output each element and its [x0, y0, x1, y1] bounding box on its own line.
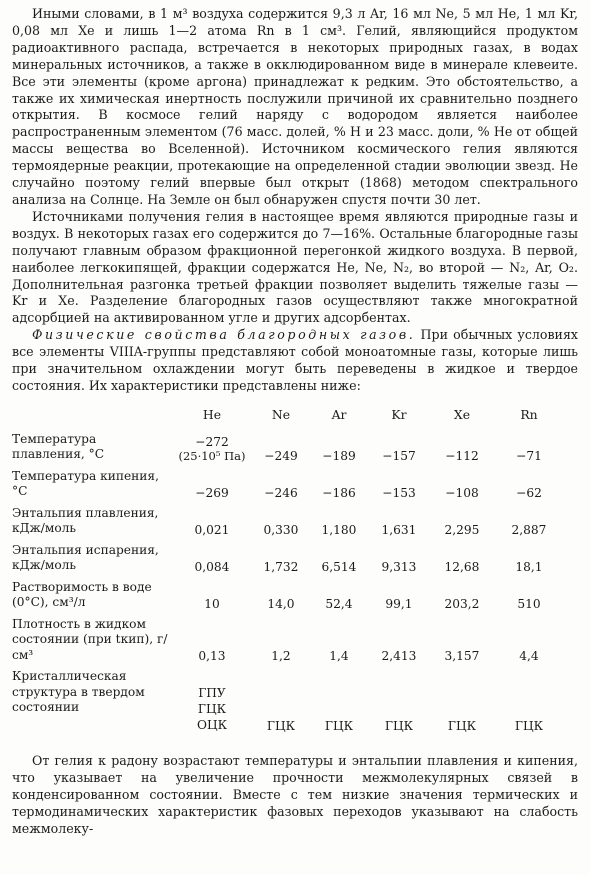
table-cell-value: −272 — [195, 434, 229, 449]
table-cell: −269 — [195, 485, 229, 500]
table-cell: 9,313 — [381, 559, 417, 574]
table-cell: 203,2 — [444, 596, 480, 611]
row-label: Кристаллическая структура в твердом состоянии — [12, 669, 145, 715]
table-cell: 14,0 — [267, 596, 295, 611]
table-cell-value: ГПУ — [198, 686, 226, 701]
table-row — [12, 669, 564, 739]
table-cell: 2,887 — [511, 522, 547, 537]
table-cell: ГЦК — [384, 719, 414, 734]
table-cell: 0,021 — [194, 522, 230, 537]
table-cell: −189 — [322, 448, 356, 463]
table-cell — [172, 669, 252, 739]
table-cell: 1,2 — [271, 649, 291, 664]
paragraph-sources: Источниками получения гелия в настоящее время являются природные газы и воздух. В некоторых газах его содержится до 7—16%. Остальные благородные газы получают главным образом фракционной перегонкой жидкого воздуха. В первой, наиболее легкокипящей, фракции содержатся He, Ne, N₂, во второй — N₂, Ar, O₂. Дополнительная разгонка третьей фракции позволяет выделить тяжелые газы — Kr и Xe. Разделение благородных газов осуществляют также многократной адсорбцией на активированном угле и других адсорбентах. — [12, 208, 578, 326]
table-cell: 2,413 — [381, 649, 417, 664]
paragraph-conclusion: От гелия к радону возрастают температуры и энтальпии плавления и кипения, что указывает на увеличение прочности межмолекулярных связей в конденсированном состоянии. Вместе с тем низкие значения термических и термодинамических характеристик фазовых переходов указывают на слабость межмолеку- — [12, 753, 578, 836]
properties-table — [12, 399, 564, 740]
table-cell — [172, 432, 252, 469]
table-row — [12, 506, 564, 543]
table-cell: 1,180 — [321, 522, 357, 537]
table-row — [12, 469, 564, 506]
row-label: Плотность в жидком состоянии (при tкип), г/см³ — [12, 616, 168, 662]
table-row — [12, 580, 564, 617]
table-cell: −186 — [322, 485, 356, 500]
table-row — [12, 543, 564, 580]
table-row — [12, 432, 564, 469]
table-cell: 1,4 — [329, 649, 349, 664]
table-cell: −71 — [516, 448, 542, 463]
table-cell: −157 — [382, 448, 416, 463]
table-cell: 1,631 — [381, 522, 417, 537]
column-header: Xe — [453, 406, 471, 422]
table-cell: −153 — [382, 485, 416, 500]
column-header: Ar — [331, 406, 347, 422]
row-label: Энтальпия плавления, кДж/моль — [12, 505, 159, 536]
table-cell: 2,295 — [444, 522, 480, 537]
table-cell: 0,13 — [198, 649, 226, 664]
table-cell: 1,732 — [263, 559, 299, 574]
row-label: Энтальпия испарения, кДж/моль — [12, 542, 159, 573]
column-header: Ne — [271, 406, 291, 422]
table-cell: −112 — [445, 448, 479, 463]
table-cell-value: ГЦК — [197, 702, 227, 717]
column-header: He — [202, 406, 222, 422]
table-cell: 18,1 — [515, 559, 543, 574]
section-heading-text: При обычных условиях все элементы VIIIA-группы представляют собой моноатомные газы, которые лишь при значительном охлаждении могут быть переведены в жидкое и твердое состояния. Их характеристики представлены ниже: — [12, 327, 578, 393]
table-cell: 99,1 — [385, 596, 413, 611]
table-cell: −62 — [516, 485, 542, 500]
column-header: Rn — [520, 406, 538, 422]
table-cell: ГЦК — [266, 719, 296, 734]
table-cell: 4,4 — [519, 649, 539, 664]
table-cell: −249 — [264, 448, 298, 463]
table-cell: 510 — [517, 596, 541, 611]
table-cell: −108 — [445, 485, 479, 500]
row-label: Растворимость в воде (0°C), см³/л — [12, 579, 152, 610]
table-cell: 0,330 — [263, 522, 299, 537]
table-cell: ГЦК — [447, 719, 477, 734]
paragraph-physical-properties — [12, 327, 578, 395]
table-row — [12, 617, 564, 670]
table-cell: ГЦК — [324, 719, 354, 734]
table-cell-value: ОЦК — [196, 718, 228, 733]
table-cell-note: (25·10⁵ Па) — [178, 448, 246, 463]
table-cell: 3,157 — [444, 649, 480, 664]
paragraph-abundance: Иными словами, в 1 м³ воздуха содержится 9,3 л Ar, 16 мл Ne, 5 мл He, 1 мл Kr, 0,08 мл Xe и лишь 1—2 атома Rn в 1 см³. Гелий, являющийся продуктом радиоактивного распада, встречается в некоторых природных газах, в водах минеральных источников, а также в окклюдированном виде в минерале клевеите. Все эти элементы (кроме аргона) принадлежат к редким. Это обстоятельство, а также их химическая инертность послужили причиной их сравнительно позднего открытия. В космосе гелий наряду с водородом является наиболее распространенным элементом (76 масс. долей, % H и 23 масс. доли, % He от общей массы вещества во Вселенной). Источником космического гелия являются термоядерные реакции, протекающие на определенной стадии эволюции звезд. Не случайно поэтому гелий впервые был открыт (1868) методом спектрального анализа на Солнце. На Земле он был обнаружен спустя почти 30 лет. — [12, 6, 578, 207]
table-cell: 6,514 — [321, 559, 357, 574]
table-cell: 12,68 — [444, 559, 480, 574]
row-label: Температура плавления, °C — [12, 431, 105, 462]
table-cell: 0,084 — [194, 559, 230, 574]
column-header: Kr — [391, 406, 407, 422]
table-cell: ГЦК — [514, 719, 544, 734]
table-cell: 10 — [204, 596, 220, 611]
table-cell: 52,4 — [325, 596, 353, 611]
table-header-row — [12, 399, 564, 432]
section-heading: Физические свойства благородных газов. — [32, 327, 416, 343]
row-label: Температура кипения, °C — [12, 468, 159, 499]
table-cell: −246 — [264, 485, 298, 500]
